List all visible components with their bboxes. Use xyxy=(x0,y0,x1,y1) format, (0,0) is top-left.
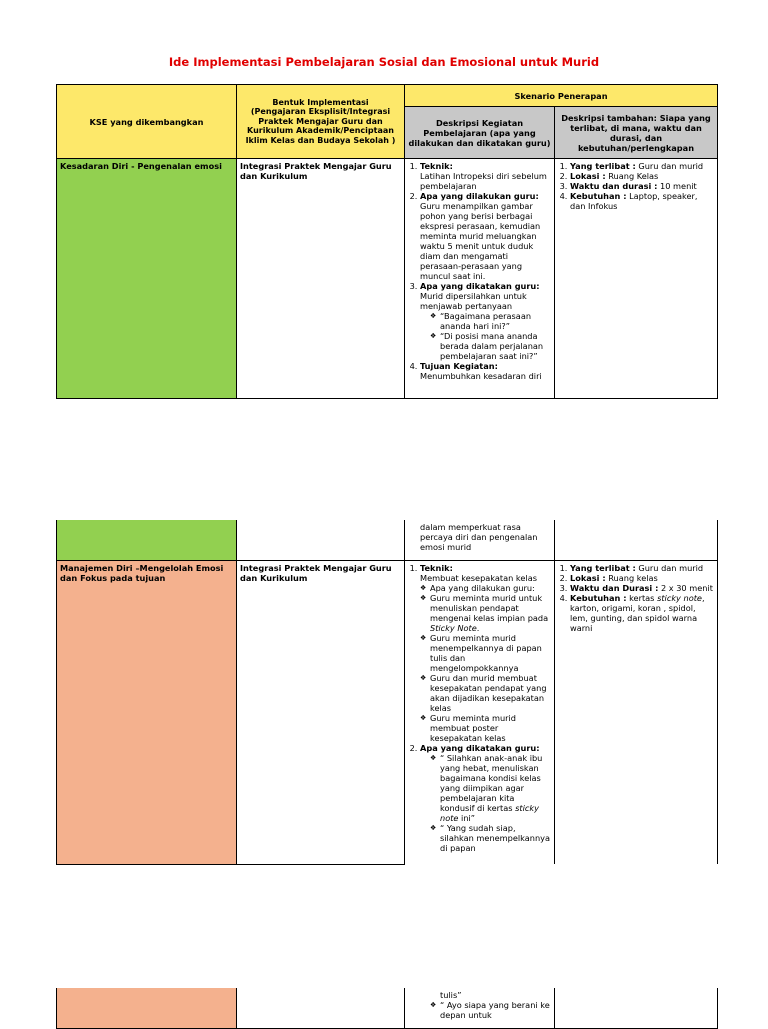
row2-bullet-5: ❖ Guru meminta murid membuat poster kesepakatan kelas xyxy=(420,713,551,743)
row1-teknik: 1. Teknik: Latihan Intropeksi diri sebelum pembelajaran xyxy=(420,161,551,191)
row1-tujuan-continued: dalam memperkuat rasa percaya diri dan pengenalan emosi murid xyxy=(405,520,555,560)
row1-deskripsi xyxy=(405,159,555,399)
row1-kse: Kesadaran Diri - Pengenalan emosi xyxy=(57,159,237,399)
header-tambahan: Deskripsi tambahan: Siapa yang terlibat, di mana, waktu dan durasi, dan kebutuhan/perlengkapan xyxy=(555,107,718,159)
row2-deskripsi-continued xyxy=(405,988,555,1028)
row2-bentuk-continued xyxy=(237,988,405,1028)
row2-bentuk: Integrasi Praktek Mengajar Guru dan Kurikulum xyxy=(237,560,405,864)
row1-question-1: ❖ “Bagaimana perasaan ananda hari ini?” xyxy=(430,311,551,331)
row2-tambahan: 1. Yang terlibat : Guru dan murid 2. Lokasi : Ruang kelas 3. Waktu dan Durasi : 2 x 30 menit 4. Kebutuhan : kertas sticky note, karton, origami, koran , spidol, lem, gunting, dan spidol warna warni xyxy=(555,560,718,864)
row1-tambahan-continued xyxy=(555,520,718,560)
row2-kse: Manajemen Diri –Mengelolah Emosi dan Fokus pada tujuan xyxy=(57,560,237,864)
row2-bullet-3: ❖ Guru meminta murid menempelkannya di papan tulis dan mengelompokkannya xyxy=(420,633,551,673)
document-title: Ide Implementasi Pembelajaran Sosial dan Emosional untuk Murid xyxy=(168,55,600,69)
header-bentuk-title: Bentuk Implementasi xyxy=(272,97,369,107)
header-kse: KSE yang dikembangkan xyxy=(57,85,237,159)
row2-bullet-2: ❖ Guru meminta murid untuk menuliskan pendapat mengenai kelas impian pada Sticky Note. xyxy=(420,593,551,633)
row2-saying-1: ❖ “ Silahkan anak-anak ibu yang hebat, menuliskan bagaimana kondisi kelas yang diimpikan agar pembelajaran kita kondusif di kertas sticky note ini” xyxy=(430,753,551,823)
row2-bullet-4: ❖ Guru dan murid membuat kesepakatan pendapat yang akan dijadikan kesepakatan kelas xyxy=(420,673,551,713)
row2-saying-3: ❖ “ Ayo siapa yang berani ke depan untuk xyxy=(430,1000,551,1020)
implementation-table-part-3 xyxy=(56,988,718,1029)
header-deskripsi: Deskripsi Kegiatan Pembelajaran (apa yang dilakukan dan dikatakan guru) xyxy=(405,107,555,159)
row1-question-2: ❖ “Di posisi mana ananda berada dalam perjalanan pembelajaran saat ini?” xyxy=(430,331,551,361)
header-bentuk-sub: (Pengajaran Eksplisit/Integrasi Praktek Mengajar Guru dan Kurikulum Akademik/Penciptaan Iklim Kelas dan Budaya Sekolah ) xyxy=(245,107,396,145)
row1-tambahan: 1. Yang terlibat : Guru dan murid 2. Lokasi : Ruang Kelas 3. Waktu dan durasi : 10 menit 4. Kebutuhan : Laptop, speaker, dan Infokus xyxy=(555,159,718,399)
row1-dilakukan: 2. Apa yang dilakukan guru: Guru menampilkan gambar pohon yang berisi berbagai ekspresi perasaan, kemudian meminta murid meluangkan waktu 5 menit untuk duduk diam dan mengamati perasaan-perasaan yang muncul saat ini. xyxy=(420,191,551,281)
row1-kse-continued xyxy=(57,520,237,560)
row1-bentuk-continued xyxy=(237,520,405,560)
row2-bullet-1: ❖ Apa yang dilakukan guru: xyxy=(420,583,551,593)
implementation-table-part-1 xyxy=(56,84,718,399)
implementation-table-part-2 xyxy=(56,520,718,865)
row2-saying-2: ❖ “ Yang sudah siap, silahkan menempelkannya di papan xyxy=(430,823,551,853)
row2-kse-continued xyxy=(57,988,237,1028)
row2-dikatakan: 2. Apa yang dikatakan guru: ❖ “ Silahkan anak-anak ibu yang hebat, menuliskan bagaimana kondisi kelas yang diimpikan agar pembelajaran kita kondusif di kertas sticky note ini” ❖ “ Yang sudah siap, silahkan menempelkannya di papan xyxy=(420,743,551,853)
row2-tambahan-continued xyxy=(555,988,718,1028)
row2-saying-2-continued: tulis” xyxy=(440,990,462,1000)
header-skenario: Skenario Penerapan xyxy=(405,85,718,107)
row2-deskripsi xyxy=(405,560,555,864)
row1-dikatakan: 3. Apa yang dikatakan guru: Murid dipersilahkan untuk menjawab pertanyaan ❖ “Bagaimana perasaan ananda hari ini?” ❖ “Di posisi mana ananda berada dalam perjalanan pembelajaran saat ini?” xyxy=(420,281,551,361)
row1-tujuan: 4. Tujuan Kegiatan: Menumbuhkan kesadaran diri xyxy=(420,361,551,381)
row1-bentuk: Integrasi Praktek Mengajar Guru dan Kurikulum xyxy=(237,159,405,399)
row2-teknik: 1. Teknik: Membuat kesepakatan kelas ❖ Apa yang dilakukan guru: ❖ Guru meminta murid untuk menuliskan pendapat mengenai kelas impian pada Sticky Note. ❖ Guru meminta murid menempelkannya di papan tulis dan mengelompokkannya ❖ Guru dan murid membuat kesepakatan pendapat yang akan dijadikan kesepakatan kelas ❖ Guru meminta murid membuat poster kesepakatan kelas xyxy=(420,563,551,743)
header-bentuk xyxy=(237,85,405,159)
